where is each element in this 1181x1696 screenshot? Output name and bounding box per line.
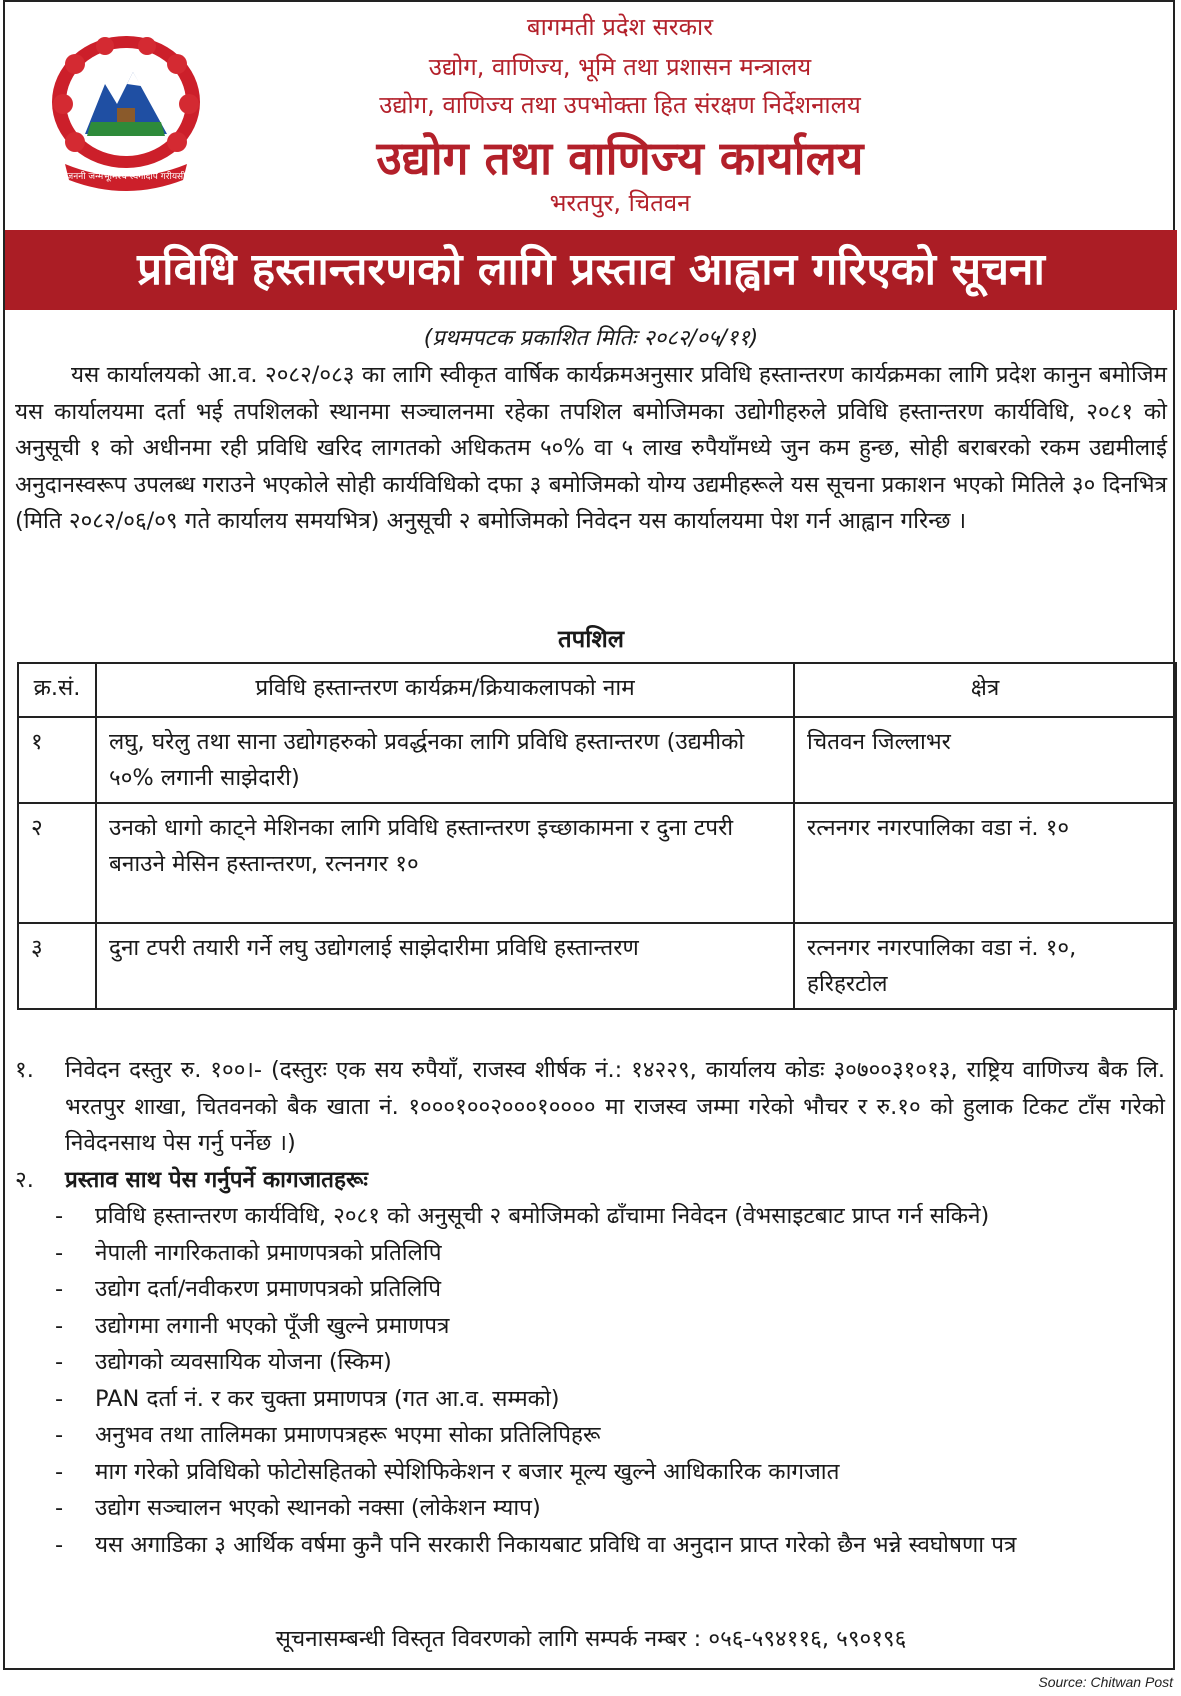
table-row <box>18 803 1176 923</box>
nepal-emblem-icon <box>35 24 217 194</box>
fee-note <box>15 1052 1165 1162</box>
dash-bullet: - <box>55 1458 64 1485</box>
dash-bullet: - <box>55 1385 64 1412</box>
notes-section <box>15 1052 1165 1563</box>
list-item <box>55 1454 1165 1491</box>
list-item <box>55 1198 1165 1235</box>
intro-paragraph <box>15 357 1167 540</box>
dash-bullet: - <box>55 1531 64 1558</box>
list-item <box>55 1235 1165 1272</box>
table-heading: तपशिल <box>557 625 625 653</box>
list-item-text: उद्योग सञ्चालन भएको स्थानको नक्सा (लोकेशन म्याप) <box>95 1495 541 1521</box>
list-item-text: नेपाली नागरिकताको प्रमाणपत्रको प्रतिलिपि <box>95 1239 442 1266</box>
documents-title-text: प्रस्ताव साथ पेस गर्नुपर्ने कागजातहरूः <box>65 1166 368 1193</box>
emblem-motto: जननी जन्मभूमिश्च स्वर्गादपि गरीयसी <box>66 172 186 182</box>
notice-title-banner: प्रविधि हस्तान्तरणको लागि प्रस्ताव आह्वान गरिएको सूचना <box>5 230 1177 310</box>
row-area: चितवन जिल्लाभर <box>794 717 1176 803</box>
note-number: २. <box>15 1166 34 1193</box>
table-row <box>18 717 1176 803</box>
dash-bullet: - <box>55 1203 64 1229</box>
dash-bullet: - <box>55 1239 64 1266</box>
table-header-row <box>18 663 1176 717</box>
ministry-name: उद्योग, वाणिज्य, भूमि तथा प्रशासन मन्त्रालय <box>428 53 812 81</box>
dash-bullet: - <box>55 1312 64 1339</box>
list-item <box>55 1344 1165 1381</box>
note-number: १. <box>15 1057 34 1083</box>
list-item-text: माग गरेको प्रविधिको फोटोसहितको स्पेशिफिकेशन र बजार मूल्य खुल्ने आधिकारिक कागजात <box>95 1458 840 1485</box>
row-program: उनको धागो काट्ने मेशिनका लागि प्रविधि हस्तान्तरण इच्छाकामना र दुना टपरी बनाउने मेसिन हस्तान्तरण, रत्ननगर १० <box>96 803 794 923</box>
list-item <box>55 1308 1165 1345</box>
list-item <box>55 1381 1165 1418</box>
list-item-text: अनुभव तथा तालिमका प्रमाणपत्रहरू भएमा सोका प्रतिलिपिहरू <box>95 1422 601 1448</box>
list-item <box>55 1417 1165 1454</box>
row-serial: ३ <box>18 923 96 1009</box>
list-item <box>55 1271 1165 1308</box>
list-item-text: उद्योगको व्यवसायिक योजना (स्किम) <box>95 1349 392 1375</box>
documents-title <box>15 1162 1165 1199</box>
documents-list <box>15 1198 1165 1563</box>
list-item <box>55 1527 1165 1564</box>
header-serial: क्र.सं. <box>18 663 96 717</box>
fee-note-text: निवेदन दस्तुर रु. १००।- (दस्तुरः एक सय रुपैयाँ, राजस्व शीर्षक नं.: १४२२९, कार्यालय कोडः ३०७००३१०१३, राष्ट्रिय वाणिज्य बैक लि. भरतपुर शाखा, चितवनको बैक खाता नं. १०००१००२०००१०००० मा राजस्व जम्मा गरेको भौचर र रु.१० को हुलाक टिकट टाँस गरेको निवेदनसाथ पेस गर्नु पर्नेछ ।) <box>65 1057 1165 1156</box>
row-serial: २ <box>18 803 96 923</box>
province-name: बागमती प्रदेश सरकार <box>526 13 714 41</box>
list-item-text: उद्योग दर्ता/नवीकरण प्रमाणपत्रको प्रतिलिपि <box>95 1276 442 1302</box>
directorate-name: उद्योग, वाणिज्य तथा उपभोक्ता हित संरक्षण निर्देशनालय <box>379 91 861 119</box>
office-name: उद्योग तथा वाणिज्य कार्यालय <box>376 131 864 185</box>
list-item-text: उद्योगमा लगानी भएको पूँजी खुल्ने प्रमाणपत्र <box>95 1312 450 1339</box>
dash-bullet: - <box>55 1495 64 1521</box>
contact-line: सूचनासम्बन्धी विस्तृत विवरणको लागि सम्पर्क नम्बर : ०५६-५९४११६, ५९०१९६ <box>275 1626 907 1652</box>
row-program: लघु, घरेलु तथा साना उद्योगहरुको प्रवर्द्धनका लागि प्रविधि हस्तान्तरण (उद्यमीको ५०% लगानी साझेदारी) <box>96 717 794 803</box>
dash-bullet: - <box>55 1349 64 1375</box>
row-area: रत्ननगर नगरपालिका वडा नं. १०, हरिहरटोल <box>794 923 1176 1009</box>
dash-bullet: - <box>55 1276 64 1302</box>
source-credit: Source: Chitwan Post <box>1038 1674 1173 1690</box>
table-row <box>18 923 1176 1009</box>
row-program: दुना टपरी तयारी गर्ने लघु उद्योगलाई साझेदारीमा प्रविधि हस्तान्तरण <box>96 923 794 1009</box>
list-item-text: PAN दर्ता नं. र कर चुक्ता प्रमाणपत्र (गत आ.व. सम्मको) <box>95 1385 560 1412</box>
row-area: रत्ननगर नगरपालिका वडा नं. १० <box>794 803 1176 923</box>
list-item <box>55 1490 1165 1527</box>
list-item-text: प्रविधि हस्तान्तरण कार्यविधि, २०८१ को अनुसूची २ बमोजिमको ढाँचामा निवेदन (वेभसाइटबाट प्राप्त गर्न सकिने) <box>95 1203 990 1229</box>
intro-text: यस कार्यालयको आ.व. २०८२/०८३ का लागि स्वीकृत वार्षिक कार्यक्रमअनुसार प्रविधि हस्तान्तरण कार्यक्रमका लागि प्रदेश कानुन बमोजिम यस कार्यालयमा दर्ता भई तपशिलको स्थानमा सञ्चालनमा रहेका तपशिल बमोजिमका उद्योगीहरुले प्रविधि हस्तान्तरण कार्यविधि, २०८१ को अनुसूची १ को अधीनमा रही प्रविधि खरिद लागतको अधिकतम ५०% वा ५ लाख रुपैयाँमध्ये जुन कम हुन्छ, सोही बराबरको रकम उद्यमीलाई अनुदानस्वरूप उपलब्ध गराउने भएकोले सोही कार्यविधिको दफा ३ बमोजिमको योग्य उद्यमीहरूले यस सूचना प्रकाशन भएको मितिले ३० दिनभित्र (मिति २०८२/०६/०९ गते कार्यालय समयभित्र) अनुसूची २ बमोजिमको निवेदन यस कार्यालयमा पेश गर्न आह्वान गरिन्छ । <box>15 362 1167 534</box>
details-table <box>17 662 1177 1010</box>
notice-header <box>5 2 1177 228</box>
row-serial: १ <box>18 717 96 803</box>
header-program: प्रविधि हस्तान्तरण कार्यक्रम/क्रियाकलापको नाम <box>96 663 794 717</box>
office-location: भरतपुर, चितवन <box>549 189 691 217</box>
published-date: (प्रथमपटक प्रकाशित मितिः २०८२/०५/११) <box>423 326 759 351</box>
header-area: क्षेत्र <box>794 663 1176 717</box>
notice-frame <box>3 0 1175 1670</box>
list-item-text: यस अगाडिका ३ आर्थिक वर्षमा कुनै पनि सरकारी निकायबाट प्रविधि वा अनुदान प्राप्त गरेको छैन भन्ने स्वघोषणा पत्र <box>95 1531 1017 1558</box>
dash-bullet: - <box>55 1422 64 1448</box>
